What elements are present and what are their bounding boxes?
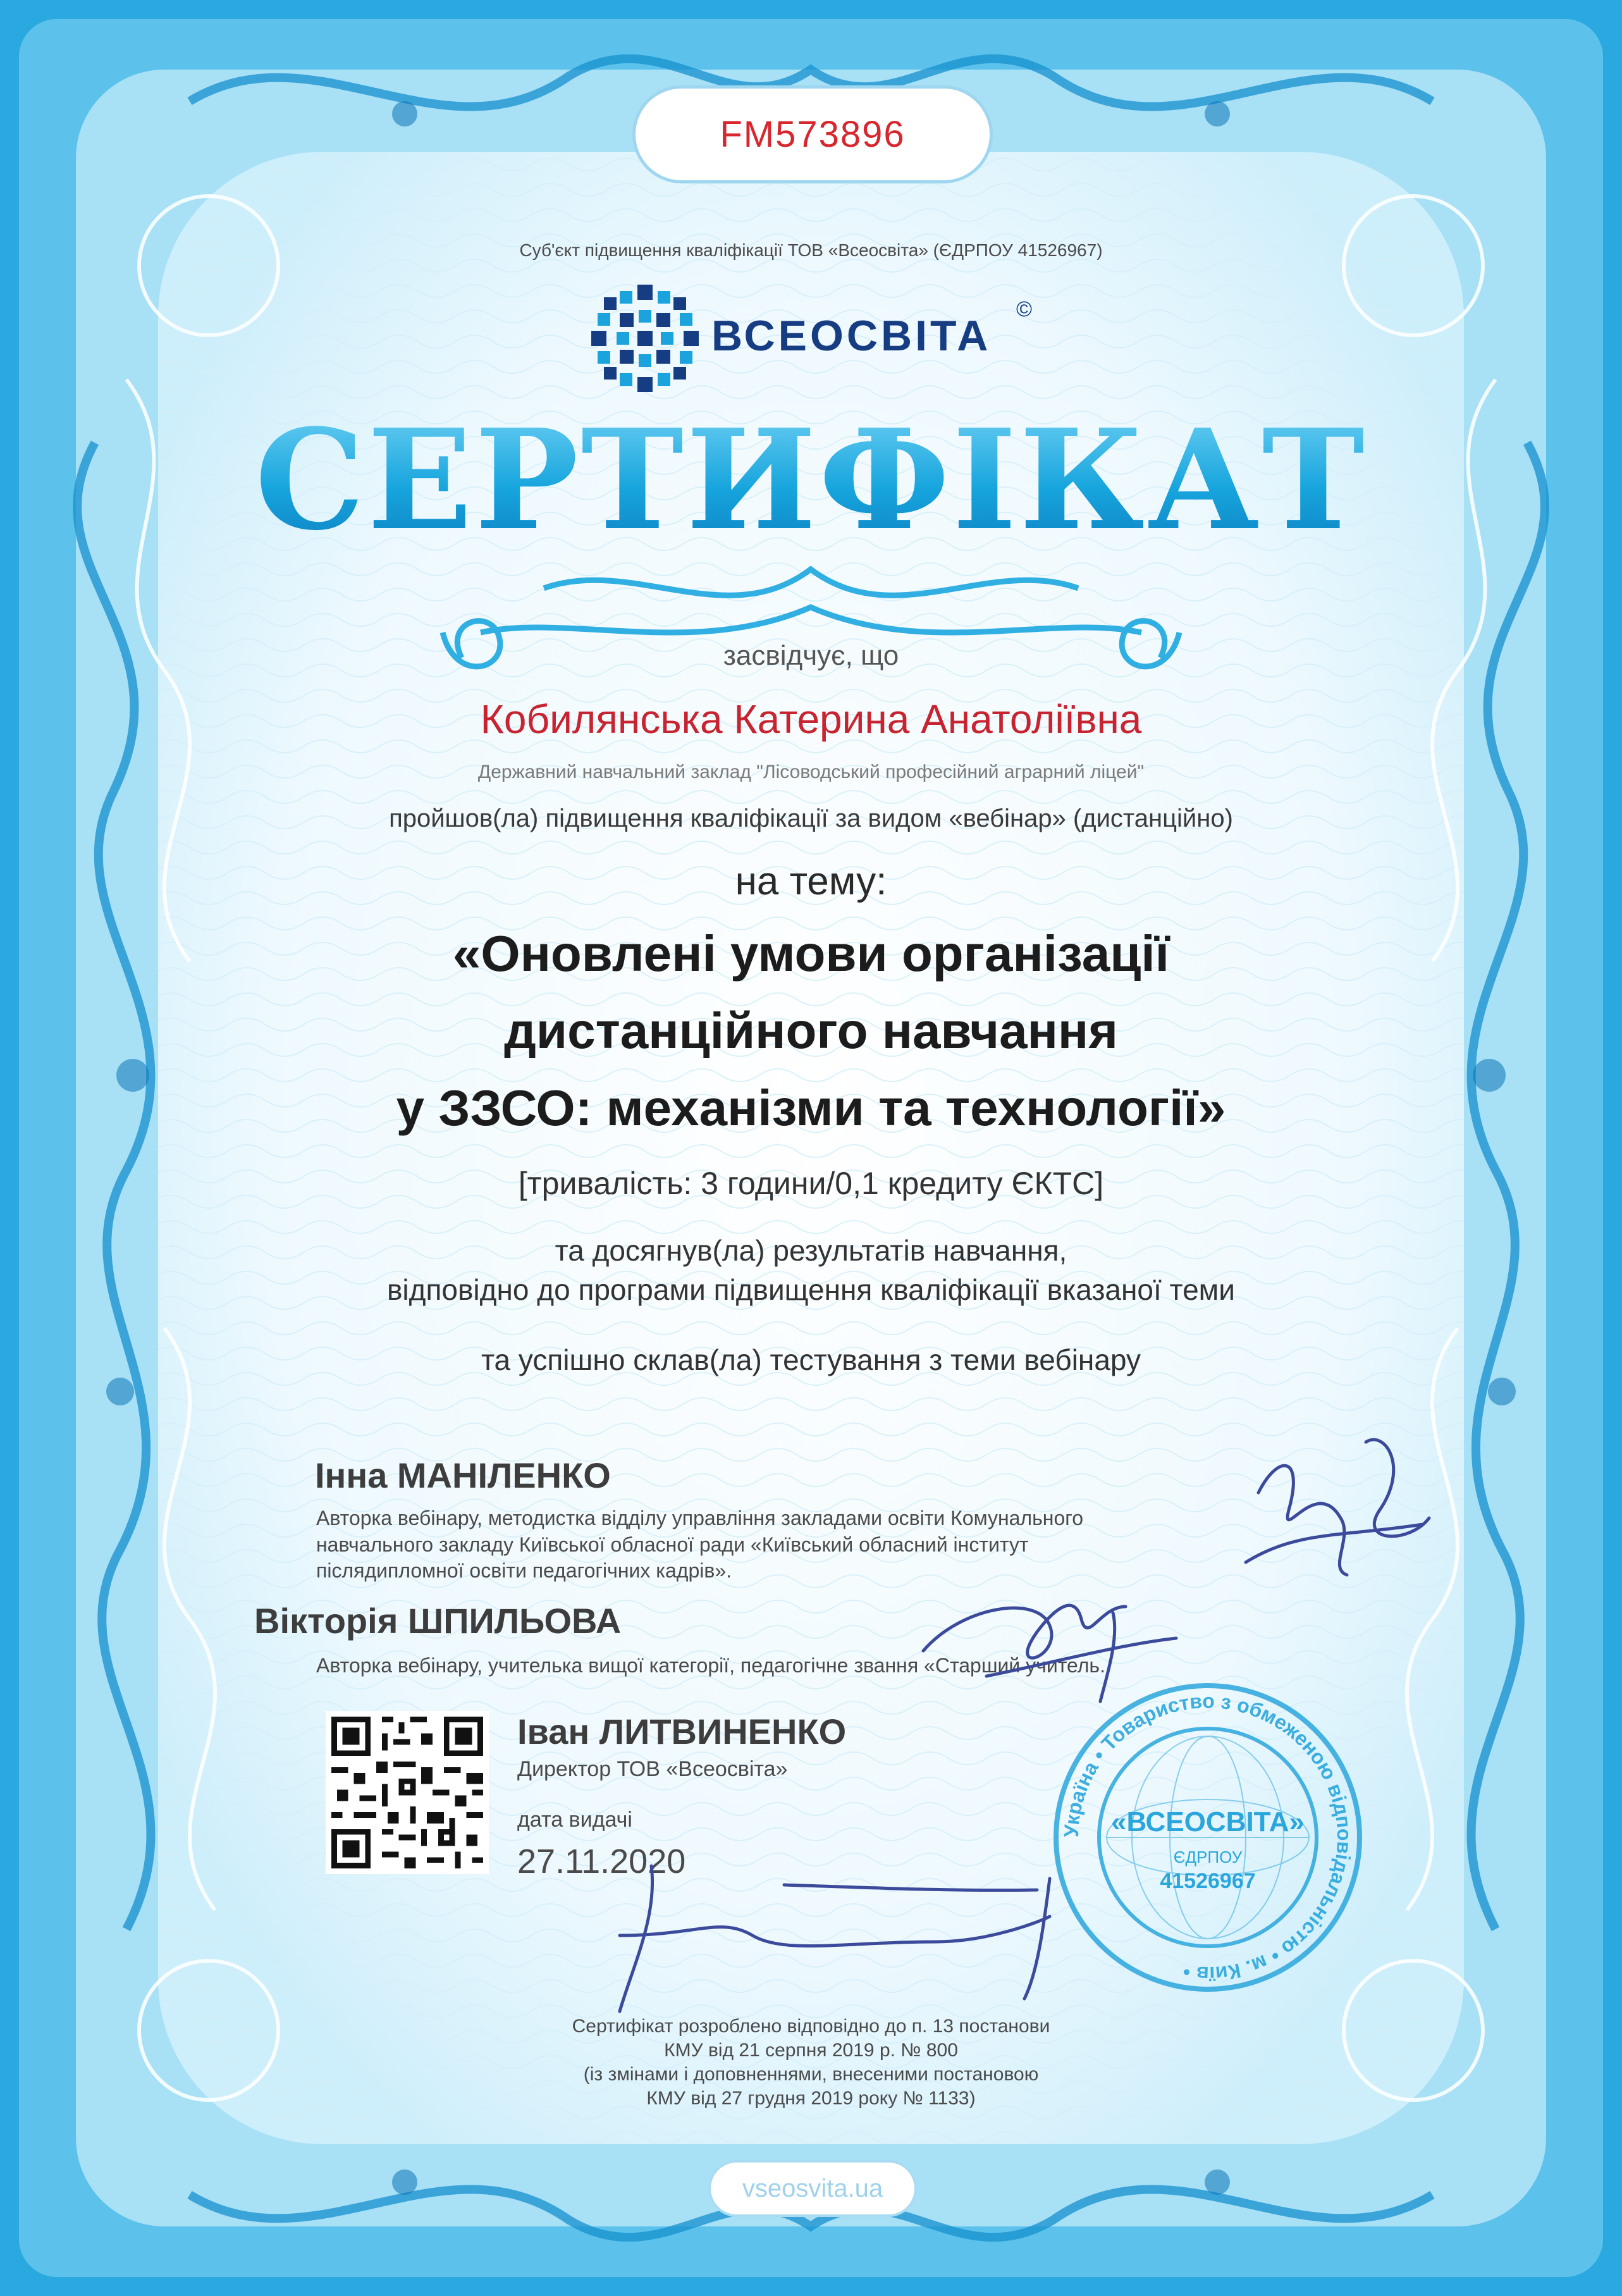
issue-date-label: дата видачі: [517, 1808, 632, 1832]
topic-line: дистанційного навчання: [504, 1003, 1118, 1059]
topic-label: на тему:: [735, 860, 887, 903]
certificate-title-text: СЕРТИФІКАТ: [255, 399, 1367, 561]
director-signature: [594, 1841, 1113, 2024]
seal-ring-text: Україна • Товариство з обмеженою відповідальністю • м. Київ •: [1059, 1689, 1356, 1986]
logo-snowflake-icon: [585, 278, 705, 398]
issue-date: 27.11.2020: [517, 1842, 686, 1880]
vseosvita-logo: [585, 278, 1040, 398]
author-role-line: Авторка вебінару, учителька вищої категорії, педагогічне звання «Старший учитель.: [316, 1654, 1105, 1677]
topic-line: «Оновлені умови організації: [452, 925, 1170, 982]
serial-number-badge: [632, 85, 993, 183]
recipient-name: Кобилянська Катерина Анатоліївна: [480, 696, 1142, 742]
author-name: Вікторія ШПИЛЬОВА: [254, 1601, 622, 1641]
legal-note-line: КМУ від 21 серпня 2019 р. № 800: [664, 2040, 958, 2061]
website-link[interactable]: vseosvita.ua: [742, 2174, 883, 2202]
website-badge: [708, 2160, 917, 2217]
certificate-title: [0, 399, 1622, 561]
seal-center-text: «ВСЕОСВІТА»: [1110, 1806, 1305, 1837]
provider-line: Суб'єкт підвищення кваліфікації ТОВ «Всеосвіта» (ЄДРПОУ 41526967): [519, 240, 1103, 260]
achieved-text: відповідно до програми підвищення кваліфікації вказаної теми: [386, 1273, 1235, 1306]
author-name: Інна МАНІЛЕНКО: [315, 1455, 611, 1495]
seal-code-label: ЄДРПОУ: [1173, 1848, 1243, 1867]
legal-note-line: (із змінами і доповненнями, внесеними постановою: [583, 2064, 1039, 2085]
qr-code: [326, 1711, 489, 1874]
topic-line: у ЗЗСО: механізми та технології»: [396, 1080, 1226, 1136]
serial-number: FM573896: [720, 114, 906, 155]
tested-text: та успішно склав(ла) тестування з теми вебінару: [481, 1343, 1141, 1376]
director-title: Директор ТОВ «Всеосвіта»: [517, 1757, 788, 1781]
certifies-text: засвідчує, що: [723, 640, 899, 671]
passed-text: пройшов(ла) підвищення кваліфікації за видом «вебінар» (дистанційно): [389, 805, 1233, 832]
logo-text: ВСЕОСВІТА: [711, 312, 992, 360]
author-role-line: Авторка вебінару, методистка відділу управління закладами освіти Комунального: [316, 1507, 1083, 1529]
author-signature-1: [1220, 1417, 1461, 1600]
duration-text: [тривалість: 3 години/0,1 кредиту ЄКТС]: [518, 1166, 1104, 1201]
round-seal: [1043, 1673, 1372, 2002]
director-name: Іван ЛИТВИНЕНКО: [517, 1712, 847, 1751]
recipient-institution: Державний навчальний заклад "Лісоводський професійний аграрний ліцей": [477, 762, 1145, 782]
achieved-text: та досягнув(ла) результатів навчання,: [555, 1234, 1067, 1267]
legal-note: [0, 2015, 1622, 2111]
seal-code: 41526967: [1160, 1869, 1256, 1893]
legal-note-line: Сертифікат розроблено відповідно до п. 13 постанови: [572, 2016, 1050, 2037]
copyright-mark: ©: [1016, 297, 1033, 321]
author-role-line: післядипломної освіти педагогічних кадрів».: [316, 1559, 732, 1583]
author-role-line: навчального закладу Київської обласної ради «Київський обласний інститут: [316, 1533, 1029, 1556]
legal-note-line: КМУ від 27 грудня 2019 року № 1133): [646, 2088, 976, 2109]
